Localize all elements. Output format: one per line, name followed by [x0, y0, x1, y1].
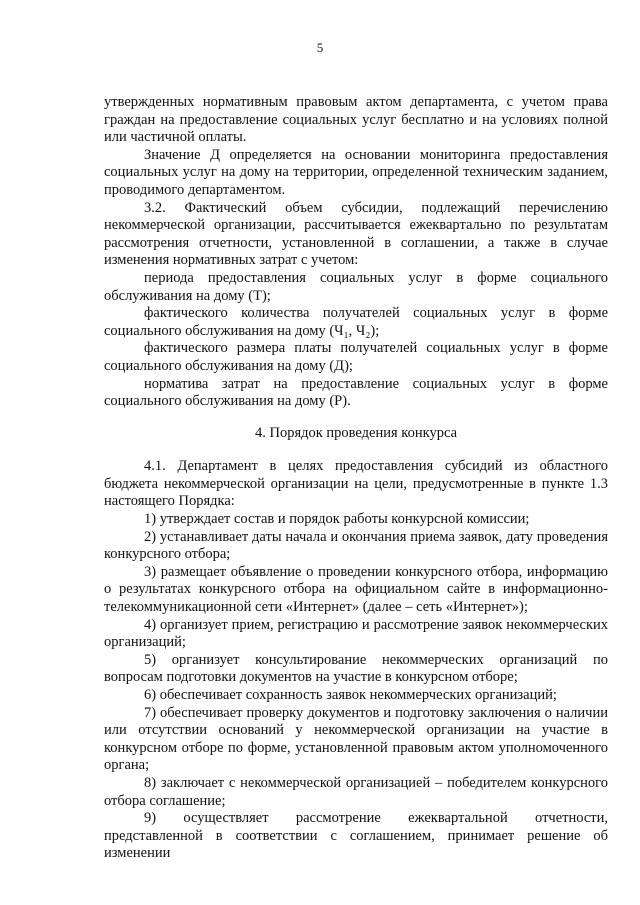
document-body	[104, 94, 608, 863]
list-item: 9) осуществляет рассмотрение ежеквартальной отчетности, представленной в соответствии с соглашением, принимает решение об изменении	[104, 810, 608, 862]
section-heading: 4. Порядок проведения конкурса	[254, 424, 458, 441]
list-item: 7) обеспечивает проверку документов и подготовку заключения о наличии или отсутствии оснований у некоммерческой организации на участие в конкурсном отборе по форме, установленной правовым актом уполномоченного органа;	[104, 704, 608, 774]
paragraph: 3.2. Фактический объем субсидии, подлежащий перечислению некоммерческой организации, рассчитывается ежеквартально по результатам рассмотрения отчетности, установленной в соглашении, а также в случае изменения нормативных затрат с учетом:	[104, 199, 608, 269]
page-number: 5	[316, 40, 324, 55]
list-item: 1) утверждает состав и порядок работы конкурсной комиссии;	[144, 511, 530, 528]
list-item: 8) заключает с некоммерческой организацией – победителем конкурсного отбора соглашение;	[104, 774, 608, 809]
paragraph: периода предоставления социальных услуг в форме социального обслуживания на дому (Т);	[104, 269, 608, 304]
paragraph: 4.1. Департамент в целях предоставления субсидий из областного бюджета некоммерческой организации на цели, предусмотренные в пункте 1.3 настоящего Порядка:	[104, 458, 608, 510]
list-item: 3) размещает объявление о проведении конкурсного отбора, информацию о результатах конкурсного отбора на официальном сайте в информационно-телекоммуникационной сети «Интернет» (далее – сеть «Интернет»);	[104, 563, 608, 616]
paragraph: утвержденных нормативным правовым актом департамента, с учетом права граждан на предоставление социальных услуг бесплатно и на условиях полной или частичной оплаты.	[104, 94, 608, 146]
list-item: 5) организует консультирование некоммерческих организаций по вопросам подготовки документов на участие в конкурсном отборе;	[104, 651, 608, 686]
paragraph: фактического размера платы получателей социальных услуг в форме социального обслуживания на дому (Д);	[104, 340, 608, 374]
paragraph: фактического количества получателей социальных услуг в форме социального обслуживания на дому (Ч₁, Ч₂);	[104, 305, 608, 339]
list-item: 6) обеспечивает сохранность заявок некоммерческих организаций;	[144, 687, 557, 703]
list-item: 2) устанавливает даты начала и окончания приема заявок, дату проведения конкурсного отбора;	[104, 528, 608, 563]
paragraph: Значение Д определяется на основании мониторинга предоставления социальных услуг на дому на территории, определенной техническим заданием, проводимого департаментом.	[104, 146, 608, 198]
list-item: 4) организует прием, регистрацию и рассмотрение заявок некоммерческих организаций;	[104, 616, 608, 651]
paragraph: норматива затрат на предоставление социальных услуг в форме социального обслуживания на дому (Р).	[104, 375, 608, 410]
